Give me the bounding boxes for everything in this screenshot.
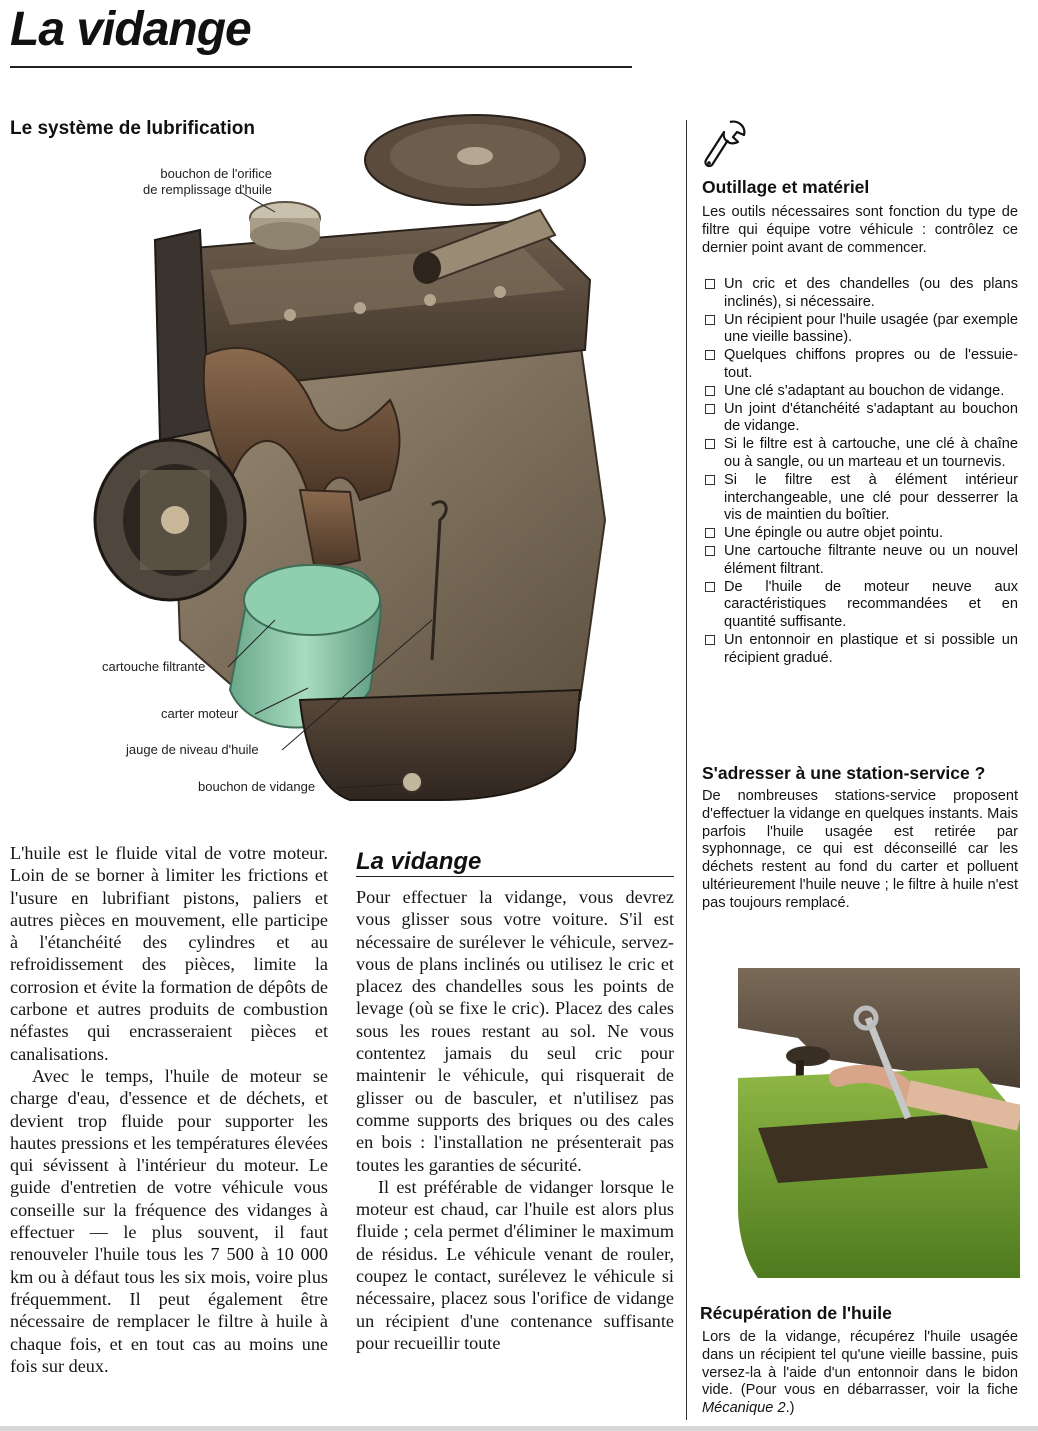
checklist-item-text: Un récipient pour l'huile usagée (par exemple une vieille bassine). — [724, 311, 1018, 346]
checklist-item-text: Quelques chiffons propres ou de l'essuie-tout. — [724, 347, 1018, 381]
checkbox-icon — [705, 582, 715, 592]
checklist-item-text: Un joint d'étanchéité s'adaptant au bouchon de vidange. — [724, 400, 1018, 435]
checklist-item-text: Un entonnoir en plastique et si possible un récipient gradué. — [724, 631, 1018, 666]
checklist-item — [702, 312, 1018, 348]
section-rule — [356, 876, 674, 877]
column-divider — [686, 120, 687, 1420]
oil-recovery-text-main: Lors de la vidange, récupérez l'huile usagée dans un récipient tel qu'une vieille bassine, puis versez-la à l'aide d'un entonnoir dans le bidon vide. (Pour vous en débarrasser, voir la fiche — [702, 1329, 1018, 1399]
col1-paragraph-2: Avec le temps, l'huile de moteur se charge d'eau, d'essence et de déchets, et devient trop fluide pour supporter les hautes pressions et les températures élevées qui sévissent à l'intérieur du moteur. Le guide d'entretien de votre véhicule vous conseille sur la fréquence des vidanges à effectuer — le plus souvent, il faut renouveler l'huile tous les 7 500 à 10 000 km ou à défaut tous les six mois, voire plus fréquemment. Il peut également être nécessaire de remplacer le filtre à huile à chaque fois, et en tout cas au moins une fois sur deux. — [10, 1065, 328, 1376]
checklist-item-text: Une clé s'adaptant au bouchon de vidange. — [724, 382, 1005, 399]
checklist-item-text: Si le filtre est à cartouche, une clé à chaîne ou à sangle, ou un marteau et un tournevis. — [724, 436, 1018, 470]
callout-sump: carter moteur — [161, 706, 239, 721]
checkbox-icon — [705, 635, 715, 645]
checklist-item — [702, 632, 1018, 668]
checklist-item-text: De l'huile de moteur neuve aux caractéristiques recommandées et en quantité suffisante. — [724, 578, 1018, 631]
callout-filler-cap-line2: de remplissage d'huile — [143, 182, 272, 197]
tools-intro: Les outils nécessaires sont fonction du type de filtre qui équipe votre véhicule : contrôlez ce dernier point avant de commencer. — [702, 204, 1018, 256]
checkbox-icon — [705, 279, 715, 289]
checkbox-icon — [705, 404, 715, 414]
tools-title: Outillage et matériel — [702, 177, 870, 197]
body-column-1 — [10, 842, 328, 1377]
checklist-item — [702, 472, 1018, 525]
oil-recovery-title: Récupération de l'huile — [700, 1303, 892, 1323]
station-service-title: S'adresser à une station-service ? — [702, 763, 986, 783]
checklist-item — [702, 276, 1018, 312]
callout-filter-cartridge: cartouche filtrante — [102, 659, 206, 674]
checkbox-icon — [705, 475, 715, 485]
oil-recovery-illustration — [738, 968, 1020, 1278]
checklist-item — [702, 436, 1018, 472]
oil-recovery-text-ref: Mécanique 2 — [702, 1400, 786, 1417]
oil-recovery-text — [702, 1329, 1018, 1418]
checkbox-icon — [705, 350, 715, 360]
checklist-item-text: Une épingle ou autre objet pointu. — [724, 525, 944, 542]
station-service-text: De nombreuses stations-service proposent d'effectuer la vidange en quelques instants. Mais parfois l'huile usagée est retirée par syphonnage, ce qui est déconseillé car les déchets restent au fond du carter et polluent ultérieurement l'huile neuve ; le filtre à huile n'est pas toujours remplacé. — [702, 788, 1018, 911]
callout-filler-cap — [122, 166, 272, 198]
figure-heading: Le système de lubrification — [10, 118, 255, 139]
callout-drain-plug: bouchon de vidange — [198, 779, 316, 794]
checkbox-icon — [705, 439, 715, 449]
section-title-vidange: La vidange — [356, 848, 482, 875]
tools-checklist — [702, 276, 1018, 668]
checkbox-icon — [705, 528, 715, 538]
checklist-item-text: Si le filtre est à élément intérieur interchangeable, une clé pour desserrer la vis de maintien du boîtier. — [724, 471, 1018, 524]
body-column-2 — [356, 886, 674, 1354]
checklist-item — [702, 525, 1018, 543]
checklist-item — [702, 347, 1018, 383]
page-bottom-shadow — [0, 1426, 1038, 1431]
wrench-icon — [700, 118, 750, 170]
checklist-item — [702, 543, 1018, 579]
col2-paragraph-1: Pour effectuer la vidange, vous devrez vous glisser sous votre voiture. S'il est nécessaire de surélever le véhicule, servez-vous de plans inclinés ou utilisez le cric et placez des chandelles sous les points de levage (où se fixe le cric). Placez des cales sous les roues restant au sol. Ne vous contentez jamais du seul cric pour maintenir le véhicule, qui risquerait de glisser ou de basculer, et n'utilisez pas comme supports des briques ou des cales en bois : l'installation ne présenterait pas toutes les garanties de sécurité. — [356, 887, 674, 1175]
col2-paragraph-2: Il est préférable de vidanger lorsque le moteur est chaud, car l'huile est alors plus fluide ; cela permet d'éliminer le maximum de résidus. Le véhicule venant de rouler, coupez le contact, surélevez le véhicule si nécessaire, placez sous l'orifice de vidange un récipient d'une contenance suffisante pour recueillir toute — [356, 1176, 674, 1353]
callout-filler-cap-line1: bouchon de l'orifice — [160, 166, 272, 181]
engine-illustration — [60, 100, 620, 820]
oil-recovery-text-end: .) — [785, 1400, 795, 1417]
checklist-item-text: Une cartouche filtrante neuve ou un nouvel élément filtrant. — [724, 542, 1018, 577]
checklist-item — [702, 401, 1018, 437]
checklist-item-text: Un cric et des chandelles (ou des plans inclinés), si nécessaire. — [724, 276, 1018, 310]
checkbox-icon — [705, 386, 715, 396]
checkbox-icon — [705, 546, 715, 556]
page-title: La vidange — [10, 3, 251, 56]
checklist-item — [702, 579, 1018, 632]
checklist-item — [702, 383, 1018, 401]
col1-paragraph-1: L'huile est le fluide vital de votre moteur. Loin de se borner à limiter les frictions et l'usure en lubrifiant pistons, paliers et autres pièces en mouvement, elle participe à l'étanchéité des cylindres et au refroidissement des pièces, limite la corrosion et évite la formation de dépôts de carbone et autres produits de combustion néfastes qui encrasseraient pièces et canalisations. — [10, 843, 328, 1064]
title-rule — [10, 66, 632, 68]
callout-dipstick: jauge de niveau d'huile — [126, 742, 259, 757]
checkbox-icon — [705, 315, 715, 325]
